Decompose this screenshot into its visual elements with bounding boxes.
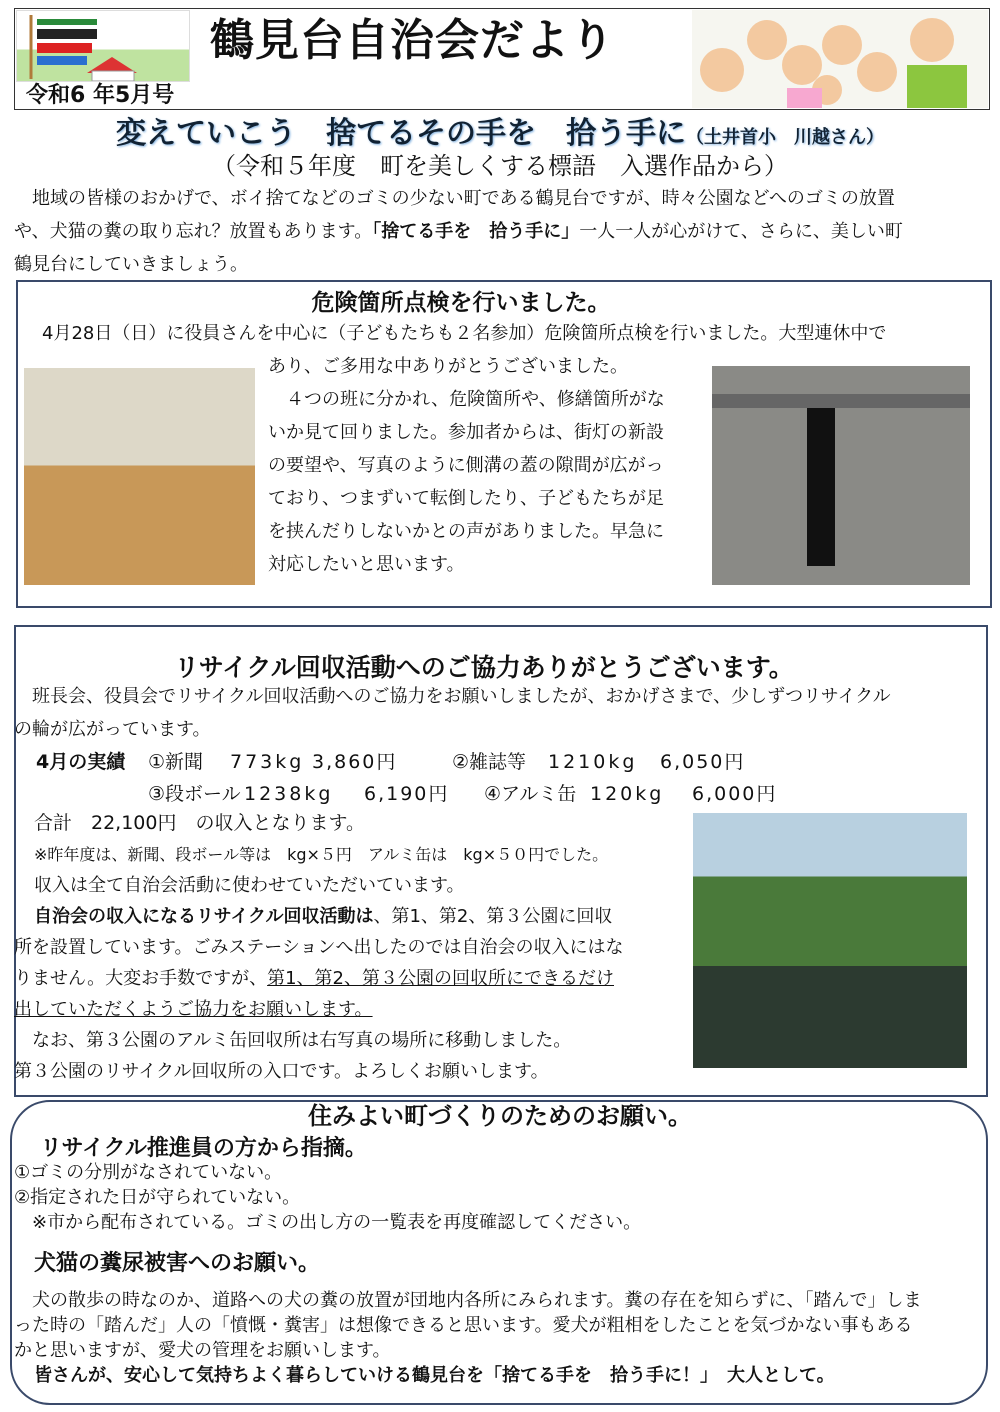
recycle-caption: 第３公園のリサイクル回収所の入口です。よろしくお願いします。 bbox=[14, 1061, 549, 1082]
result-amount: 3,860円 bbox=[312, 751, 398, 773]
intro-bold: 「捨てる手を 拾う手に」 bbox=[372, 221, 580, 242]
result-weight: 1210kg bbox=[548, 751, 638, 773]
request-item: ※市から配布されている。ゴミの出し方の一覧表を再度確認してください。 bbox=[14, 1212, 642, 1233]
request-line: 犬の散歩の時なのか、道路への犬の糞の放置が団地内各所にみられます。糞の存在を知らずに、「踏んで」しま bbox=[14, 1290, 922, 1311]
recycle-body-bold: 自治会の収入になるリサイクル回収活動は bbox=[34, 906, 374, 927]
recycle-underline: 第1、第2、第３公園の回収所にできるだけ bbox=[267, 968, 614, 989]
results-table bbox=[36, 746, 777, 810]
result-item: ④アルミ缶 bbox=[484, 783, 577, 805]
koinobori-logo bbox=[16, 10, 190, 82]
family-illustration bbox=[692, 10, 988, 108]
newsletter-title: 鶴見台自治会だより bbox=[210, 15, 615, 66]
request-pet-body bbox=[14, 1288, 989, 1388]
request-item: ①ゴミの分別がなされていない。 bbox=[14, 1162, 283, 1183]
result-item: ②雑誌等 bbox=[452, 751, 527, 773]
inspection-line: いか見て回りました。参加者からは、街灯の新設 bbox=[268, 422, 664, 443]
result-weight: 1238kg bbox=[244, 783, 334, 805]
intro-line: 地域の皆様のおかげで、ボイ捨てなどのゴミの少ない町である鶴見台ですが、時々公園などへのゴミの放置 bbox=[14, 188, 895, 209]
slogan-author: （土井首小 川越さん） bbox=[686, 127, 884, 148]
inspection-line: 対応したいと思います。 bbox=[268, 554, 465, 575]
result-amount: 6,050円 bbox=[660, 751, 746, 773]
inspection-line: あり、ご多用な中ありがとうございました。 bbox=[268, 356, 628, 377]
request-line: かと思いますが、愛犬の管理をお願いします。 bbox=[14, 1340, 391, 1361]
result-item: ③段ボール bbox=[148, 783, 241, 805]
recycle-intro bbox=[14, 680, 989, 746]
recycle-underline: 出していただくようご協力をお願いします。 bbox=[14, 999, 373, 1020]
inspection-line: 4月28日（日）に役員さんを中心に（子どもたちも２名参加）危険箇所点検を行いました。大型連休中で bbox=[24, 323, 887, 344]
request-title: 住みよい町づくりのためのお願い。 bbox=[308, 1102, 692, 1130]
inspection-line: ４つの班に分かれ、危険箇所や、修繕箇所がな bbox=[268, 389, 665, 410]
recycle-station-photo bbox=[693, 813, 967, 1068]
request-closing: 皆さんが、安心して気持ちよく暮らしていける鶴見台を「捨てる手を 拾う手に！」 大人として。 bbox=[34, 1365, 835, 1386]
results-row bbox=[36, 746, 777, 778]
intro-line bbox=[14, 215, 994, 248]
request-line: った時の「踏んだ」人の「憤慨・糞害」は想像できると思います。愛犬が粗相をしたことを気づかない事もある bbox=[14, 1315, 913, 1336]
result-weight: 120kg bbox=[590, 783, 665, 805]
inspection-line: を挟んだりしないかとの声がありました。早急に bbox=[268, 521, 664, 542]
request-item: ②指定された日が守られていない。 bbox=[14, 1187, 301, 1208]
result-amount: 6,000円 bbox=[692, 783, 778, 805]
recycle-intro-line: の輪が広がっています。 bbox=[14, 719, 211, 740]
intro-text: や、犬猫の糞の取り忘れ？放置もあります。 bbox=[14, 221, 373, 242]
request-subtitle-recycle: リサイクル推進員の方から指摘。 bbox=[40, 1136, 367, 1161]
recycle-total: 合計 22,100円 の収入となります。 bbox=[34, 812, 365, 834]
recycle-note: ※昨年度は、新聞、段ボール等は kg×５円 アルミ缶は kg×５０円でした。 bbox=[34, 845, 609, 864]
result-amount: 6,190円 bbox=[364, 783, 450, 805]
inspection-title: 危険箇所点検を行いました。 bbox=[311, 290, 611, 316]
recycle-intro-line: 班長会、役員会でリサイクル回収活動へのご協力をお願いしましたが、おかげさまで、少しずつリサイクル bbox=[14, 686, 891, 707]
gutter-cover-photo bbox=[712, 366, 970, 585]
inspection-photo-people bbox=[24, 368, 255, 585]
results-label: 4月の実績 bbox=[36, 751, 126, 773]
request-subtitle-pets: 犬猫の糞尿被害へのお願い。 bbox=[34, 1251, 321, 1276]
result-weight: 773kg bbox=[230, 751, 305, 773]
issue-date: 令和6 年5月号 bbox=[26, 83, 175, 108]
request-items bbox=[14, 1160, 641, 1235]
inspection-line: ており、つまずいて転倒したり、子どもたちが足 bbox=[268, 488, 664, 509]
recycle-title: リサイクル回収活動へのご協力ありがとうございます。 bbox=[174, 653, 794, 682]
result-item: ①新聞 bbox=[148, 751, 204, 773]
slogan-text: 変えていこう 捨てるその手を 拾う手に bbox=[116, 116, 686, 151]
recycle-body-text: 、第1、第2、第３公園に回収 bbox=[373, 906, 613, 927]
intro-line: 鶴見台にしていきましょう。 bbox=[14, 254, 248, 275]
recycle-usage: 収入は全て自治会活動に使わせていただいています。 bbox=[34, 875, 465, 896]
recycle-body-line: 所を設置しています。ごみステーションへ出したのでは自治会の収入にはな bbox=[14, 937, 624, 958]
inspection-line: の要望や、写真のように側溝の蓋の隙間が広がっ bbox=[268, 455, 664, 476]
recycle-body bbox=[14, 808, 684, 1087]
inspection-body bbox=[268, 350, 708, 581]
results-row bbox=[36, 778, 777, 810]
slogan-subtitle: （令和５年度 町を美しくする標語 入選作品から） bbox=[212, 152, 788, 180]
intro-text: 一人一人が心がけて、さらに、美しい町 bbox=[579, 221, 903, 242]
recycle-body-text: りません。大変お手数ですが、 bbox=[14, 968, 268, 989]
intro-paragraph bbox=[14, 182, 994, 281]
recycle-move: なお、第３公園のアルミ缶回収所は右写真の場所に移動しました。 bbox=[14, 1030, 572, 1051]
